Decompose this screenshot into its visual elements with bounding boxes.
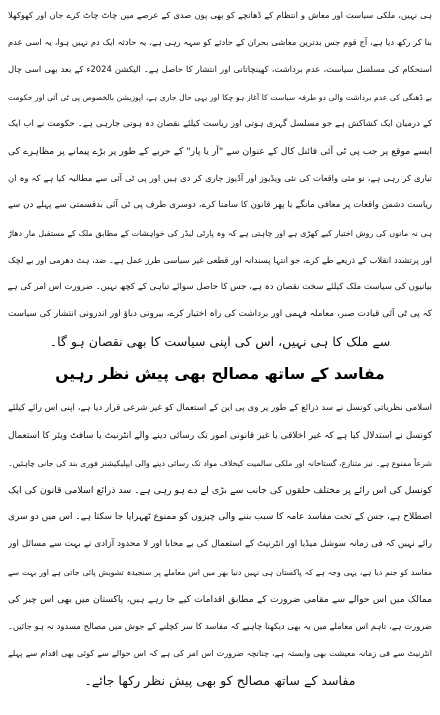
text-line: ہی نہ مانوں کی روش اختیار کیے کھڑی ہے اور چاہتی ہے کہ وہ پارٹی لیڈر کی خواہشات کے مطابق ملک کے مستقبل مار دھاڑ	[8, 228, 432, 238]
text-line: سے ملک کا ہی نہیں، اس کی اپنی سیاست کا بھی نقصان ہو گا۔	[49, 334, 391, 350]
text-line: ریاست دشمن واقعات پر معافی مانگے یا پھر قانون کا سامنا کرے، دوسری طرف پی ٹی آئی بدقسمتی سے پہلے دن سے	[8, 200, 432, 211]
text-line: مفاسد کو جنم دیا ہے، یہی وجہ ہے کہ پاکستان ہی نہیں دنیا بھر میں اس معاملے پر سنجیدہ تشویش پائی جاتی ہے اور بہت سے	[8, 567, 432, 577]
editorial-paragraph-1	[8, 2, 432, 355]
text-line: کے درمیان ایک کشاکش ہے جو مسلسل گہری ہوتی اور ریاست کیلئے نقصان دہ ہوتی جارہی ہے۔ حکومت نے اب ایک	[8, 118, 432, 129]
text-line: بے ڈھنگی کی عدم برداشت والی دو طرفہ سیاست کا آغاز ہو چکا اور یہی حال جاری ہے، اپوزیشن بالخصوص پی ٹی آئی اور حکومت	[8, 92, 432, 102]
editorial-heading: مفاسد کے ساتھ مصالح بھی پیش نظر رہیں	[55, 365, 385, 384]
text-line: استحکام کی مسلسل سیاست، عدم برداشت، کھینچاتانی اور انتشار کا حاصل ہے۔ الیکشن 2024ء کے بعد بھی اسی چال	[8, 64, 432, 75]
text-line: رائے نہیں کہ فی زمانہ سوشل میڈیا اور انٹرنیٹ کے استعمال کی بے محابا اور لا محدود آزادی نے بہت سے مسائل اور	[8, 539, 432, 550]
text-line: کونسل کی اس رائے پر مختلف حلقوں کی جانب سے بڑی لے دے ہو رہی ہے۔ سد ذرائع اسلامی قانون کی ایک	[8, 485, 432, 496]
text-line: ہی نہیں، ملکی سیاست اور معاش و انتظام کے ڈھانچے کو بھی پون صدی کے عرصے میں چاٹ چاٹ کرے جان اور کھوکھلا	[8, 10, 432, 20]
text-line: تیاری کر رہی ہے، نو مئی واقعات کی نئی ویڈیوز اور آڈیوز جاری کر دی ہیں اور پی ٹی آئی سے مطالبہ کیا ہے کہ وہ ان	[8, 173, 432, 184]
text-line: کونسل نے استدلال کیا ہے کہ غیر اخلاقی یا غیر قانونی امور تک رسائی دینے والے انٹرنیٹ یا سافٹ ویئر کا استعمال	[8, 430, 432, 441]
text-line: بیانیوں کی سیاست ملک کیلئے سخت نقصان دہ ہے، جس کا حاصل سوائے تباہی کے کچھ نہیں۔ ضرورت اس امر کی ہے	[8, 281, 432, 292]
text-line: ممالک میں اس حوالے سے مقامی ضرورت کے مطابق اقدامات کیے جا رہے ہیں، پاکستان میں بھی اس چیز کی	[8, 593, 432, 605]
text-line: کہ پی ٹی آئی قیادت صبر، معاملہ فہمی اور برداشت کی راہ اختیار کرے، بیرونی دباؤ اور اندرونی انتشار کی سیاست	[8, 309, 432, 320]
text-line: ضرورت ہے، تاہم اس معاملے میں یہ بھی دیکھنا چاہیے کہ مفاسد کا سر کچلنے کے جوش میں مصالح مسدود نہ ہو جائیں۔	[8, 620, 432, 631]
editorial-paragraph-2	[8, 395, 432, 694]
text-line: اصطلاح ہے، جس کے تحت مفاسد عامہ کا سبب بننے والی چیزوں کو ممنوع ٹھہرایا جا سکتا ہے۔ اس میں دو سری	[8, 512, 432, 523]
text-line: ایسے موقع پر جب پی ٹی آئی فائنل کال کے عنوان سے "آر یا پار" کے حربے کے طور پر بڑے پیمانے پر مظاہرے کی	[8, 145, 432, 157]
text-line: اور پرتشدد انقلاب کے ذریعے طے کرے، جو انتہا پسندانہ اور قطعی غیر سیاسی طرز عمل ہے۔ ضد، ہٹ دھرمی اور بے لچک	[8, 254, 432, 265]
text-line: اسلامی نظریاتی کونسل نے سد ذرائع کے طور پر وی پی این کے استعمال کو غیر شرعی قرار دیا ہے، اپنی اس رائے کیلئے	[8, 403, 432, 414]
text-line: بنا کر رکھ دیا ہے، آج قوم جس بدترین معاشی بحران کے حادثے کو سہہ رہی ہے، یہ حادثہ ایک دم نہیں ہوا، یہ اسی عدم	[8, 37, 432, 48]
text-line: شرعاً ممنوع ہے۔ نیز متنازع، گستاخانہ اور ملکی سالمیت کیخلاف مواد تک رسائی دینے والی ایپلیکیشنز فوری بند کی جانی چاہئیں۔	[8, 458, 432, 468]
text-line: مفاسد کے ساتھ مصالح کو بھی پیش نظر رکھا جائے۔	[84, 673, 356, 689]
text-line: انٹرنیٹ سے فی زمانہ معیشت بھی وابستہ ہے، چنانچہ ضرورت اس امر کی ہے کہ اس حوالے سے کوئی بھی اقدام سے پہلے	[8, 648, 432, 659]
